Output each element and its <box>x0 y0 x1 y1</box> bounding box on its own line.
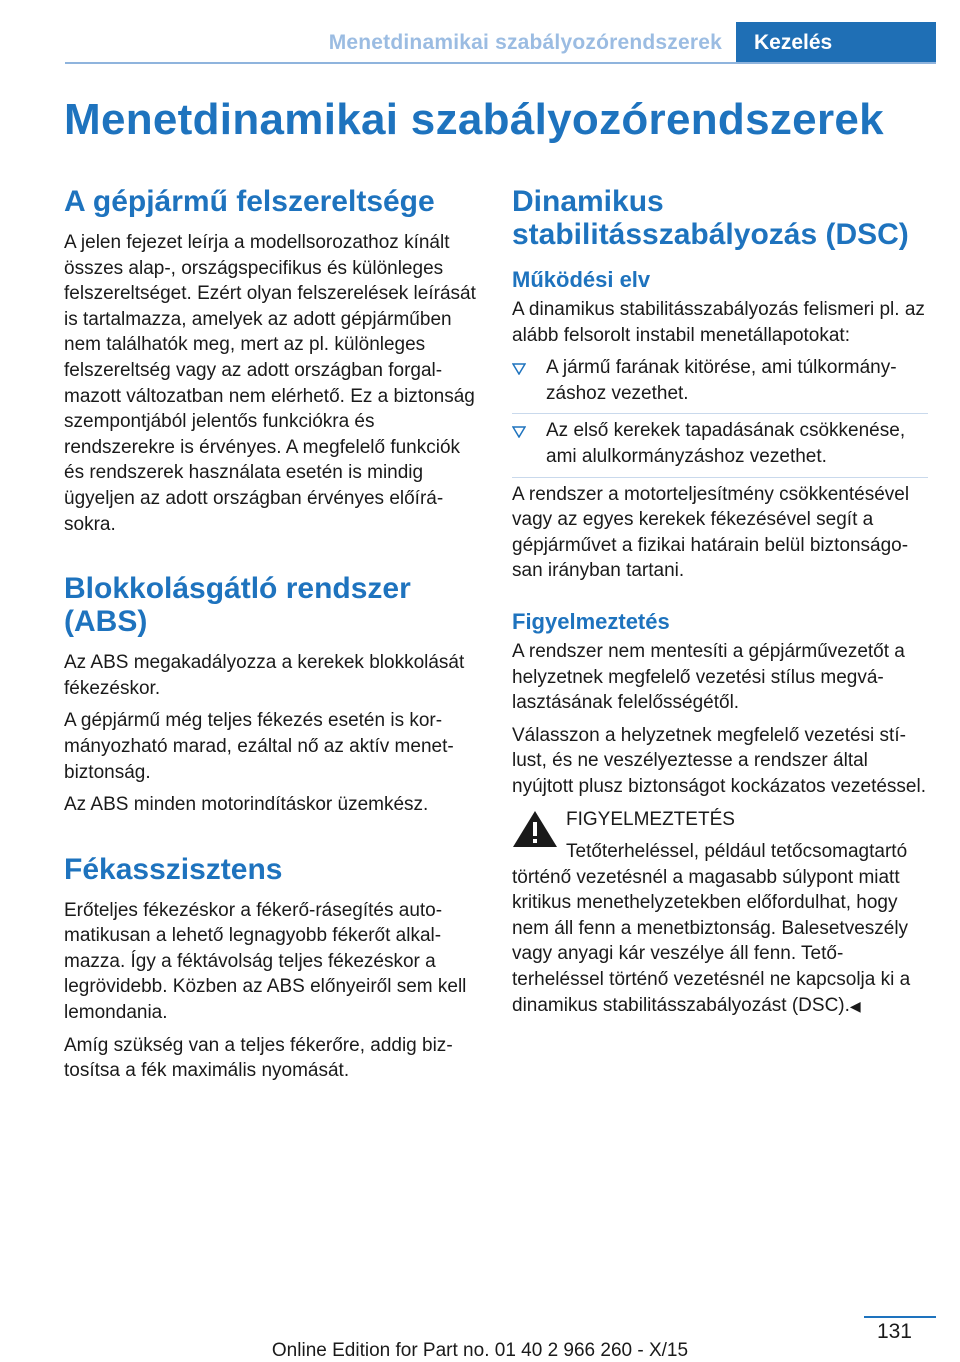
page-header <box>0 22 960 62</box>
footer-rule <box>864 1316 936 1318</box>
header-section-tab: Kezelés <box>736 22 936 63</box>
brake-assist-paragraph: Erőteljes fékezéskor a fékerő-rásegítés automatikusan a lehető legnagyobb fékerőt alkalmazza. Így a féktávolság teljes fékezéskor a legrövidebb. Közben az ABS előnyeiről sem kell lemondania. <box>64 899 467 1024</box>
right-column <box>512 185 928 1019</box>
header-chapter-title: Menetdinamikai szabályozórendszerek <box>328 31 722 54</box>
brake-assist-heading: Fékasszisztens <box>64 852 283 886</box>
triangle-bullet-icon <box>512 426 526 438</box>
page-title: Menetdinamikai szabályozórendszerek <box>64 95 884 144</box>
list-item-text: Az első kerekek tapadásának csökkenése, ami alulkormányzáshoz vezethet. <box>546 420 906 467</box>
principle-text: A dinamikus stabilitásszabályozás felismeri pl. az alább felsorolt instabil menetállapotokat: <box>512 299 925 346</box>
list-item-text: A jármű farának kitörése, ami túlkormányzáshoz vezethet. <box>546 357 897 404</box>
notice-heading: Figyelmeztetés <box>512 608 670 634</box>
abs-heading: Blokkolásgátló rendszer (ABS) <box>64 572 411 639</box>
page-number: 131 <box>876 1320 912 1343</box>
dsc-heading: Dinamikus stabilitásszabályozás (DSC) <box>512 185 909 251</box>
list-item <box>512 418 928 477</box>
principle-heading: Működési elv <box>512 267 651 292</box>
instability-list <box>512 355 928 477</box>
warning-triangle-icon <box>512 809 558 849</box>
edition-note: Online Edition for Part no. 01 40 2 966 260 - X/15 <box>271 1340 689 1361</box>
triangle-bullet-icon <box>512 363 526 375</box>
notice-paragraph: A rendszer nem mentesíti a gépjárművezetőt a helyzetnek megfelelő vezetési stílus megválasztásának felelősségétől. <box>512 640 905 714</box>
equipment-text: A jelen fejezet leírja a modellsorozathoz kínált összes alap-, országspecifikus és különleges felszereltséget. Ezért olyan felszerelések leírását is tartalmazza, amelyek az adott gépjárműben nem találhatók meg, mert az pl. különleges felszereltség vagy az adott országban forgalmazott változatban nem elérhető. Ez a biztonság szempontjából jelentős funkciókra és rendszerekre is érvényes. A megfelelő funkciók és rendszerek használata esetén is mindig ügyeljen az adott országban érvényes előírásokra. <box>64 232 476 535</box>
left-column <box>64 185 480 1091</box>
list-item <box>512 355 928 414</box>
brake-assist-paragraph: Amíg szükség van a teljes fékerőre, addig biztosítsa a fék maximális nyomását. <box>64 1034 453 1082</box>
system-text: A rendszer a motorteljesítmény csökkentésével vagy az egyes kerekek fékezésével segít a gépjárművet a fizikai határain belül biztonságosan irányban tartani. <box>512 483 910 582</box>
abs-paragraph: Az ABS minden motorindításkor üzemkész. <box>64 794 429 816</box>
equipment-heading: A gépjármű felszereltsége <box>64 185 435 218</box>
header-rule <box>65 62 936 64</box>
warning-box <box>512 807 928 1020</box>
page-footer <box>0 1316 960 1361</box>
abs-paragraph: A gépjármű még teljes fékezés esetén is kormányozható marad, ezáltal nő az aktív menetbiztonság. <box>64 710 454 783</box>
warning-text: Tetőterheléssel, például tetőcsomagtartó történő vezetésnél a magasabb súlypont miatt kritikus menethelyzetekben előfordulhat, hogy nem áll fenn a menetbiztonság. Balesetveszély vagy anyagi kár veszélye áll fenn. Tetőterheléssel történő vezetésnél ne kapcsolja ki a dinamikus stabilitásszabályozást (DSC).◀ <box>512 841 911 1016</box>
notice-paragraph: Válasszon a helyzetnek megfelelő vezetési stílust, és ne veszélyeztesse a rendszer által nyújtott plusz biztonságot kockázatos vezetéssel. <box>512 724 927 797</box>
end-mark-icon: ◀ <box>849 997 861 1014</box>
abs-paragraph: Az ABS megakadályozza a kerekek blokkolását fékezéskor. <box>64 652 465 699</box>
warning-label: FIGYELMEZTETÉS <box>566 808 735 830</box>
